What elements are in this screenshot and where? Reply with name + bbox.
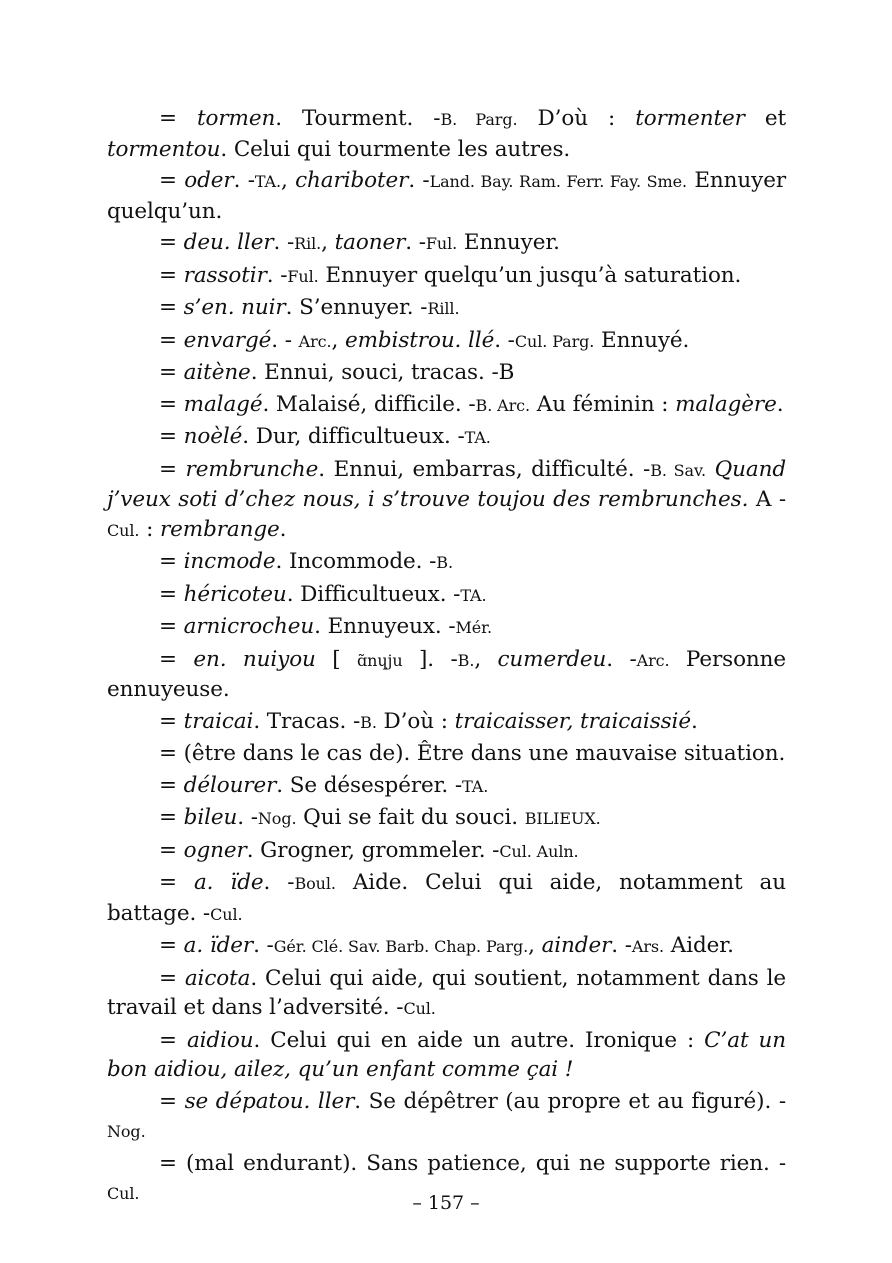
entry-term: ogner bbox=[183, 837, 247, 863]
entry-term: taoner bbox=[334, 230, 406, 255]
entry-abbreviation: Boul. bbox=[294, 874, 336, 893]
entry-abbreviation: Gér. Clé. Sav. Barb. Chap. Parg. bbox=[273, 937, 529, 956]
entry-text: Aider. bbox=[664, 933, 734, 958]
entry-text: Ennuyé. bbox=[594, 327, 690, 353]
entry-term: en. nuiyou bbox=[193, 646, 316, 672]
entry-text: . bbox=[776, 391, 784, 417]
dictionary-entry bbox=[107, 293, 786, 324]
entry-text: = bbox=[159, 456, 186, 482]
entry-text: = bbox=[159, 168, 185, 193]
entry-abbreviation: Nog. bbox=[107, 1122, 146, 1141]
entry-text: = bbox=[159, 1027, 187, 1053]
entry-text: . - bbox=[606, 646, 637, 672]
entry-text: . - bbox=[405, 230, 426, 255]
entry-text: . - bbox=[611, 933, 632, 958]
entry-text: Au féminin : bbox=[530, 391, 676, 417]
entry-text: . Ennuyeux. - bbox=[314, 614, 456, 639]
dictionary-entry bbox=[107, 803, 786, 834]
dictionary-entry bbox=[107, 931, 786, 962]
entry-abbreviation: TA. bbox=[254, 172, 281, 191]
entry-term: héricoteu bbox=[183, 581, 287, 607]
entry-abbreviation: Cul. bbox=[210, 904, 243, 924]
entry-term: Quand j’veux soti d’chez nous, i s’trouve toujou des rembrunches. bbox=[107, 456, 786, 512]
entry-abbreviation: ɑ̃nɥju bbox=[356, 650, 403, 670]
entry-term: noèlé bbox=[183, 424, 243, 449]
entry-term: tormentou bbox=[107, 136, 221, 162]
entry-text: . Se désespérer. - bbox=[276, 772, 463, 798]
entry-text: = bbox=[159, 1088, 185, 1114]
entry-text: . Se dépêtrer (au propre et au figuré). - bbox=[354, 1088, 787, 1114]
entry-text: . Celui qui aide, qui soutient, notamment dans le travail et dans l’adversité. - bbox=[107, 965, 786, 1020]
entry-term: aidiou bbox=[186, 1027, 254, 1053]
entry-text: = bbox=[159, 391, 184, 417]
dictionary-entry bbox=[107, 326, 786, 357]
entry-abbreviation: Arc. bbox=[636, 650, 670, 670]
entry-abbreviation: B. bbox=[436, 553, 453, 572]
dictionary-entry bbox=[107, 964, 786, 1024]
entry-abbreviation: B. bbox=[457, 650, 475, 670]
entry-abbreviation: TA. bbox=[462, 776, 489, 796]
dictionary-entry bbox=[107, 104, 786, 164]
entry-text: = bbox=[159, 708, 184, 734]
dictionary-entry bbox=[107, 547, 786, 578]
entry-term: deu. ller bbox=[183, 230, 274, 255]
dictionary-entry bbox=[107, 1026, 786, 1085]
dictionary-entry bbox=[107, 1087, 786, 1147]
entry-term: a. ïder bbox=[183, 933, 254, 958]
entry-text: . - bbox=[263, 870, 295, 895]
entry-text: = bbox=[159, 965, 185, 991]
entry-text: . Grogner, grommeler. - bbox=[246, 837, 500, 863]
entry-abbreviation: Mér. bbox=[455, 618, 492, 637]
entry-term: rembrange bbox=[159, 516, 280, 542]
entry-text: : bbox=[139, 516, 160, 542]
entry-text: = bbox=[159, 772, 184, 798]
entry-text: . Tourment. - bbox=[275, 106, 441, 131]
entry-text: . Tracas. - bbox=[253, 708, 361, 734]
entry-abbreviation: B. Sav. bbox=[650, 460, 706, 480]
entry-abbreviation: B. Parg. bbox=[440, 110, 518, 129]
entry-abbreviation: TA. bbox=[464, 428, 491, 447]
entry-abbreviation: Ril. bbox=[294, 234, 322, 253]
entry-text: ]. - bbox=[402, 646, 458, 672]
entry-abbreviation: BILIEUX. bbox=[524, 809, 601, 828]
entry-term: embistrou. llé bbox=[344, 327, 495, 353]
entry-term: envargé bbox=[183, 327, 272, 353]
entry-term: délourer bbox=[183, 772, 277, 798]
entry-text: . - bbox=[253, 933, 274, 958]
entry-text: . Dur, difficultueux. - bbox=[242, 424, 465, 449]
entry-term: rassotir bbox=[183, 262, 267, 288]
dictionary-entry bbox=[107, 390, 786, 421]
entry-text: Personne ennuyeuse. bbox=[107, 646, 787, 702]
entry-text: = (être dans le cas de). Être dans une mauvaise situation. bbox=[159, 741, 786, 766]
entry-text: A - bbox=[748, 487, 786, 512]
dictionary-entry bbox=[107, 612, 786, 643]
entry-abbreviation: Cul. bbox=[107, 520, 140, 540]
entry-term: s’en. nuir bbox=[183, 295, 286, 320]
dictionary-entry bbox=[107, 166, 786, 226]
entry-abbreviation: Cul. bbox=[403, 999, 436, 1018]
entry-term: cumerdeu bbox=[497, 646, 607, 672]
entry-text: . - bbox=[494, 327, 515, 353]
dictionary-entry bbox=[107, 836, 786, 867]
dictionary-entry bbox=[107, 261, 786, 292]
entry-text: [ bbox=[315, 646, 357, 672]
entry-text: = bbox=[159, 295, 184, 320]
dictionary-entry bbox=[107, 868, 786, 929]
entry-text: = bbox=[159, 614, 184, 639]
entry-text: = bbox=[159, 230, 184, 255]
entry-term: aicota bbox=[184, 965, 251, 991]
entry-text: . Difficultueux. - bbox=[286, 581, 461, 607]
entry-text: , bbox=[281, 168, 296, 193]
dictionary-entry bbox=[107, 739, 786, 769]
entry-text: . - bbox=[266, 262, 288, 288]
entry-abbreviation: TA. bbox=[460, 585, 487, 605]
entry-text: . S’ennuyer. - bbox=[285, 295, 428, 320]
entry-term: ainder bbox=[541, 933, 612, 958]
entry-text: = bbox=[159, 262, 184, 288]
entry-text: . Ennui, embarras, difficulté. - bbox=[318, 456, 651, 482]
entry-text: . - bbox=[271, 327, 299, 353]
entry-abbreviation: Ars. bbox=[631, 937, 665, 956]
dictionary-entry bbox=[107, 707, 786, 738]
entry-text: = bbox=[159, 106, 197, 131]
entry-text: , bbox=[528, 933, 542, 958]
entry-text: D’où : bbox=[517, 106, 636, 131]
entry-text: Ennuyer. bbox=[457, 230, 560, 255]
entry-abbreviation: Nog. bbox=[257, 809, 297, 828]
page-number: – 157 – bbox=[412, 1192, 480, 1214]
entry-term: malagé bbox=[183, 391, 263, 417]
dictionary-entry bbox=[107, 422, 786, 453]
entry-text: Ennuyer quelqu’un. bbox=[107, 168, 786, 224]
entry-text: et bbox=[744, 106, 787, 131]
dictionary-entries bbox=[107, 104, 786, 1209]
entry-abbreviation: Ful. bbox=[425, 234, 458, 253]
entry-text: . Celui qui en aide un autre. Ironique : bbox=[253, 1027, 705, 1053]
entry-abbreviation: Rill. bbox=[427, 299, 460, 318]
entry-text: . Celui qui tourmente les autres. bbox=[220, 136, 571, 162]
entry-text: = bbox=[159, 360, 184, 385]
entry-abbreviation: B. bbox=[360, 712, 377, 732]
entry-term: tormenter bbox=[635, 106, 745, 131]
entry-text: = bbox=[159, 805, 184, 830]
dictionary-entry bbox=[107, 771, 786, 802]
entry-text: = bbox=[159, 327, 184, 353]
dictionary-entry bbox=[107, 358, 786, 388]
dictionary-entry bbox=[107, 455, 786, 546]
entry-text: = bbox=[159, 646, 194, 672]
entry-text: = bbox=[159, 549, 184, 574]
entry-text: D’où : bbox=[376, 708, 455, 734]
entry-term: rembrunche bbox=[185, 456, 319, 482]
entry-term: traicai bbox=[183, 708, 254, 734]
entry-text: Ennuyer quelqu’un jusqu’à saturation. bbox=[318, 262, 742, 288]
entry-text: . Ennui, souci, tracas. -B bbox=[250, 360, 515, 385]
entry-term: arnicrocheu bbox=[183, 614, 315, 639]
entry-abbreviation: Cul. Auln. bbox=[499, 841, 579, 861]
entry-term: aitène bbox=[183, 360, 251, 385]
dictionary-entry bbox=[107, 228, 786, 259]
entry-term: se dépatou. ller bbox=[184, 1088, 355, 1114]
dictionary-entry bbox=[107, 645, 786, 705]
entry-text: . Malaisé, difficile. - bbox=[262, 391, 476, 417]
entry-text: . bbox=[279, 516, 287, 542]
entry-term: a. ïde bbox=[193, 870, 264, 895]
entry-term: C’at un bon aidiou, ailez, qu’un enfant comme çai ! bbox=[107, 1027, 786, 1082]
entry-text: . - bbox=[237, 805, 258, 830]
entry-term: malagère bbox=[675, 391, 777, 417]
entry-text: , bbox=[474, 646, 498, 672]
entry-abbreviation: Land. Bay. Ram. Ferr. Fay. Sme. bbox=[429, 172, 687, 191]
entry-abbreviation: Ful. bbox=[287, 266, 319, 286]
dictionary-entry bbox=[107, 580, 786, 611]
entry-text: . - bbox=[273, 230, 295, 255]
entry-text: = (mal endurant). Sans patience, qui ne supporte rien. - bbox=[159, 1150, 786, 1176]
entry-text: Qui se fait du souci. bbox=[296, 805, 525, 830]
entry-text: . bbox=[690, 708, 698, 734]
entry-text: = bbox=[159, 581, 184, 607]
entry-text: = bbox=[159, 870, 194, 895]
entry-text: = bbox=[159, 933, 184, 958]
entry-text: = bbox=[159, 837, 184, 863]
entry-term: incmode bbox=[183, 549, 276, 574]
entry-abbreviation: B. Arc. bbox=[475, 395, 531, 415]
entry-text bbox=[706, 457, 715, 482]
entry-term: chariboter bbox=[295, 168, 409, 193]
entry-text: , bbox=[331, 327, 345, 353]
entry-text: , bbox=[321, 230, 335, 255]
entry-text: . - bbox=[408, 168, 430, 193]
entry-abbreviation: Cul. bbox=[107, 1184, 140, 1203]
entry-term: bileu bbox=[183, 805, 238, 830]
entry-term: traicaisser, traicaissié bbox=[454, 708, 691, 734]
entry-text: Aide. Celui qui aide, notamment au battage. - bbox=[107, 870, 787, 926]
entry-text: . Incommode. - bbox=[275, 549, 437, 574]
entry-text: = bbox=[159, 424, 184, 449]
entry-term: tormen bbox=[196, 106, 276, 131]
entry-abbreviation: Cul. Parg. bbox=[514, 331, 595, 351]
entry-term: oder bbox=[184, 168, 234, 193]
entry-text: . - bbox=[233, 168, 255, 193]
entry-abbreviation: Arc. bbox=[298, 331, 332, 351]
